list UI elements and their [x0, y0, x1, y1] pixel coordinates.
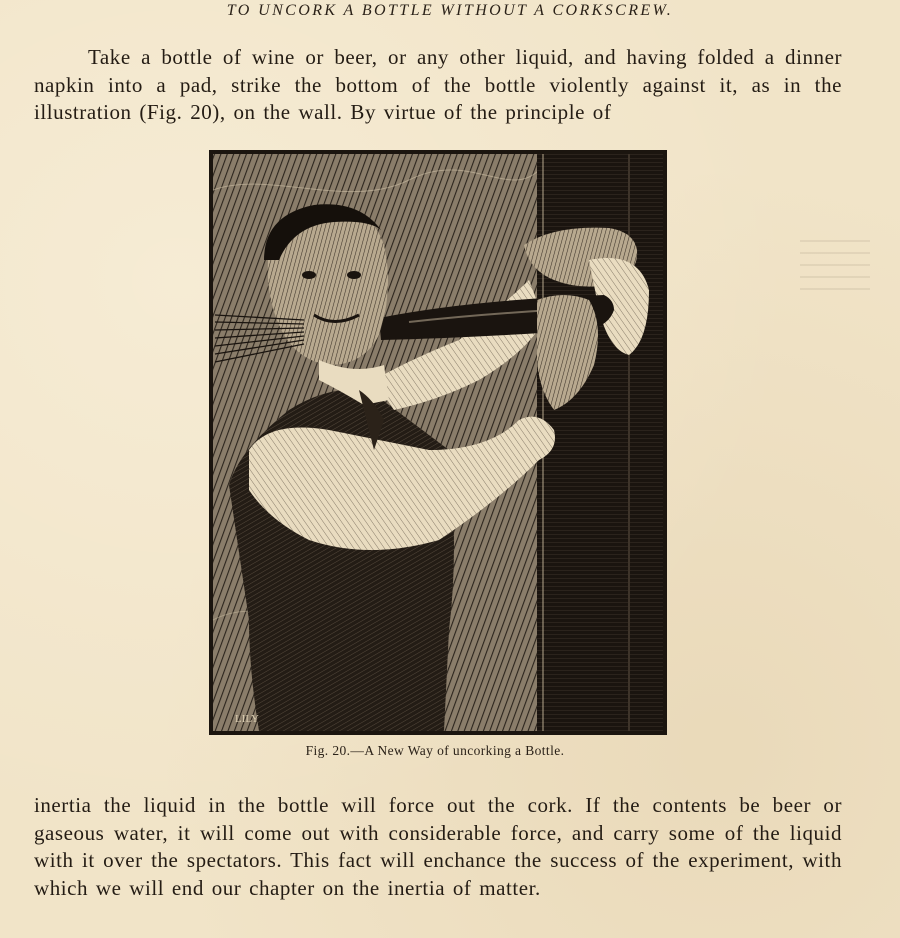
figure-illustration: [209, 150, 667, 735]
paragraph-top: Take a bottle of wine or beer, or any other liquid, and having folded a dinner napkin into a pad, strike the bottom of the bottle violently against it, as in the illustration (Fig. 20), on the wall. By virtue of the principle of: [34, 45, 842, 124]
engraver-mark: LILY: [235, 713, 259, 725]
bleed-through-text: [800, 240, 870, 290]
paragraph-bottom: inertia the liquid in the bottle will force out the cork. If the contents be beer or gaseous water, it will come out with considerable force, and carry some of the liquid with it over the spectators. This fact will enchance the success of the experiment, with which we will end our chapter on the inertia of matter.: [34, 793, 842, 900]
running-head: TO UNCORK A BOTTLE WITHOUT A CORKSCREW.: [226, 2, 674, 19]
figure-caption: Fig. 20.—A New Way of uncorking a Bottle.: [305, 743, 565, 758]
